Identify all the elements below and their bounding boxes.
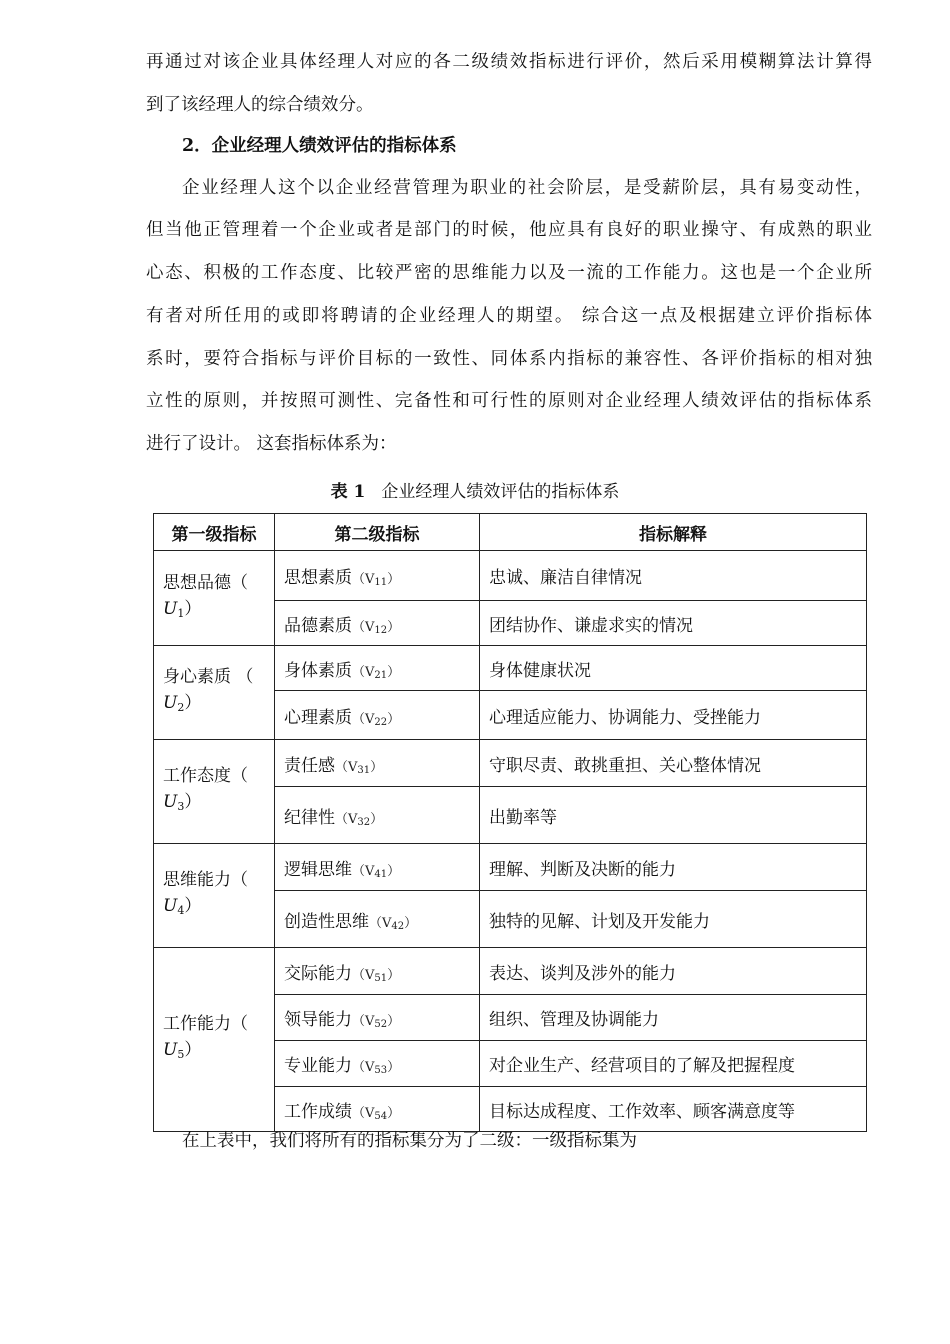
- code-subscript: 42: [391, 920, 405, 932]
- first-level-cell: [154, 844, 275, 948]
- description-cell: 组织、管理及协调能力: [480, 995, 867, 1041]
- code-subscript: 52: [374, 1019, 388, 1030]
- first-level-subscript: 5: [177, 1048, 185, 1061]
- code-letter: V: [382, 915, 392, 931]
- second-level-cell: [275, 1041, 480, 1087]
- indicator-code: （V51）: [352, 967, 401, 984]
- code-subscript: 11: [374, 577, 388, 588]
- second-level-cell: [275, 551, 480, 601]
- code-letter: V: [365, 1105, 375, 1121]
- code-subscript: 22: [374, 716, 388, 728]
- header-cell: 第二级指标: [275, 514, 480, 551]
- first-level-cell: [154, 551, 275, 646]
- first-level-cell: [154, 646, 275, 740]
- table-row: [154, 646, 867, 691]
- code-subscript: 31: [357, 764, 371, 776]
- first-level-name: 身心素质 （: [163, 667, 254, 687]
- first-level-close: ）: [184, 896, 202, 916]
- description-cell: 表达、谈判及涉外的能力: [480, 948, 867, 995]
- code-subscript: 51: [374, 972, 388, 984]
- code-subscript: 21: [374, 669, 388, 681]
- indicator-code: （V32）: [335, 811, 384, 828]
- code-subscript: 41: [374, 868, 388, 880]
- table-row: [154, 740, 867, 787]
- first-level-symbol: U: [163, 792, 178, 812]
- second-level-cell: [275, 891, 480, 948]
- table-row: [154, 844, 867, 891]
- first-level-name: 思想品德（: [163, 572, 248, 593]
- second-level-name: 纪律性: [284, 807, 335, 828]
- table-caption-label: 表 1: [330, 482, 366, 502]
- description-cell: 忠诚、廉洁自律情况: [480, 551, 867, 601]
- first-level-close: ）: [184, 1040, 202, 1060]
- paragraph-line: 立性的原则，并按照可测性、完备性和可行性的原则对企业经理人绩效评估的指标体系: [146, 391, 872, 411]
- first-level-close: ）: [184, 792, 202, 812]
- description-cell: 目标达成程度、工作效率、顾客满意度等: [480, 1087, 867, 1132]
- code-subscript: 54: [374, 1110, 388, 1122]
- indicator-table: [153, 513, 867, 1132]
- description-cell: 守职尽责、敢挑重担、关心整体情况: [480, 740, 867, 787]
- first-level-symbol: U: [163, 693, 178, 713]
- code-letter: V: [365, 619, 375, 635]
- table-header-row: [154, 514, 867, 551]
- second-level-name: 专业能力: [284, 1056, 352, 1076]
- description-cell: 理解、判断及决断的能力: [480, 844, 867, 891]
- code-subscript: 53: [374, 1065, 388, 1076]
- first-level-cell: [154, 740, 275, 844]
- first-level-name: 工作能力（: [163, 1014, 248, 1034]
- table-row: [154, 551, 867, 601]
- second-level-name: 心理素质: [284, 707, 352, 728]
- code-letter: V: [365, 572, 375, 587]
- header-cell: 第一级指标: [154, 514, 275, 551]
- first-level-cell: [154, 948, 275, 1132]
- indicator-code: （V21）: [352, 664, 401, 681]
- first-level-subscript: 4: [177, 904, 185, 917]
- second-level-cell: [275, 691, 480, 740]
- indicator-code: （V22）: [352, 711, 401, 728]
- indicator-code: （V31）: [335, 759, 384, 776]
- indicator-code: （V42）: [369, 915, 418, 932]
- code-subscript: 12: [374, 624, 388, 636]
- second-level-cell: [275, 646, 480, 691]
- paragraph-line: 但当他正管理着一个企业或者是部门的时候，他应具有良好的职业操守、有成熟的职业: [146, 220, 872, 240]
- second-level-name: 交际能力: [284, 963, 352, 984]
- code-letter: V: [365, 1060, 375, 1075]
- description-cell: 独特的见解、计划及开发能力: [480, 891, 867, 948]
- description-cell: 心理适应能力、协调能力、受挫能力: [480, 691, 867, 740]
- first-level-symbol: U: [163, 1040, 178, 1060]
- description-cell: 身体健康状况: [480, 646, 867, 691]
- second-level-name: 责任感: [284, 755, 335, 776]
- indicator-code: （V54）: [352, 1105, 401, 1122]
- second-level-name: 品德素质: [284, 615, 352, 636]
- paragraph-line: 心态、积极的工作态度、比较严密的思维能力以及一流的工作能力。这也是一个企业所: [146, 263, 872, 283]
- body-text-line: 在上表中，我们将所有的指标集分为了二级：一级指标集为: [182, 1131, 637, 1151]
- first-level-subscript: 1: [177, 606, 185, 620]
- second-level-name: 身体素质: [284, 660, 352, 681]
- first-level-symbol: U: [163, 896, 178, 916]
- code-letter: V: [365, 967, 375, 983]
- second-level-name: 思想素质: [284, 568, 352, 588]
- first-level-symbol: U: [163, 598, 178, 619]
- indicator-code: （V12）: [352, 619, 401, 636]
- second-level-cell: [275, 1087, 480, 1132]
- second-level-cell: [275, 740, 480, 787]
- first-level-name: 工作态度（: [163, 766, 248, 786]
- second-level-cell: [275, 787, 480, 844]
- second-level-name: 工作成绩: [284, 1101, 352, 1122]
- description-cell: 出勤率等: [480, 787, 867, 844]
- table-caption: [0, 480, 950, 504]
- indicator-code: （V52）: [352, 1014, 401, 1030]
- section-heading: 2．企业经理人绩效评估的指标体系: [182, 136, 457, 156]
- code-letter: V: [348, 759, 358, 775]
- table-caption-text: 企业经理人绩效评估的指标体系: [381, 482, 620, 502]
- second-level-cell: [275, 995, 480, 1041]
- header-cell: 指标解释: [480, 514, 867, 551]
- code-subscript: 32: [357, 816, 371, 828]
- indicator-code: （V53）: [352, 1060, 401, 1076]
- description-cell: 对企业生产、经营项目的了解及把握程度: [480, 1041, 867, 1087]
- code-letter: V: [348, 811, 358, 827]
- first-level-close: ）: [184, 693, 202, 713]
- paragraph-line: 企业经理人这个以企业经营管理为职业的社会阶层，是受薪阶层，具有易变动性，: [182, 178, 872, 198]
- body-text-line: 再通过对该企业具体经理人对应的各二级绩效指标进行评价，然后采用模糊算法计算得: [146, 52, 872, 72]
- table-row: [154, 948, 867, 995]
- code-letter: V: [365, 711, 375, 727]
- paragraph-line: 进行了设计。 这套指标体系为：: [146, 434, 397, 454]
- second-level-cell: [275, 601, 480, 646]
- first-level-name: 思维能力（: [163, 870, 248, 890]
- second-level-name: 逻辑思维: [284, 859, 352, 880]
- second-level-name: 领导能力: [284, 1010, 352, 1030]
- first-level-subscript: 3: [177, 800, 185, 813]
- paragraph-line: 系时，要符合指标与评价目标的一致性、同体系内指标的兼容性、各评价指标的相对独: [146, 349, 872, 369]
- indicator-code: （V41）: [352, 863, 401, 880]
- code-letter: V: [365, 1014, 375, 1029]
- second-level-name: 创造性思维: [284, 911, 369, 932]
- indicator-code: （V11）: [352, 572, 401, 588]
- paragraph-line: 有者对所任用的或即将聘请的企业经理人的期望。 综合这一点及根据建立评价指标体: [146, 306, 872, 326]
- code-letter: V: [365, 863, 375, 879]
- body-text-line: 到了该经理人的综合绩效分。: [146, 95, 374, 115]
- code-letter: V: [365, 664, 375, 680]
- description-cell: 团结协作、谦虚求实的情况: [480, 601, 867, 646]
- first-level-close: ）: [184, 598, 202, 619]
- second-level-cell: [275, 844, 480, 891]
- first-level-subscript: 2: [177, 701, 185, 714]
- second-level-cell: [275, 948, 480, 995]
